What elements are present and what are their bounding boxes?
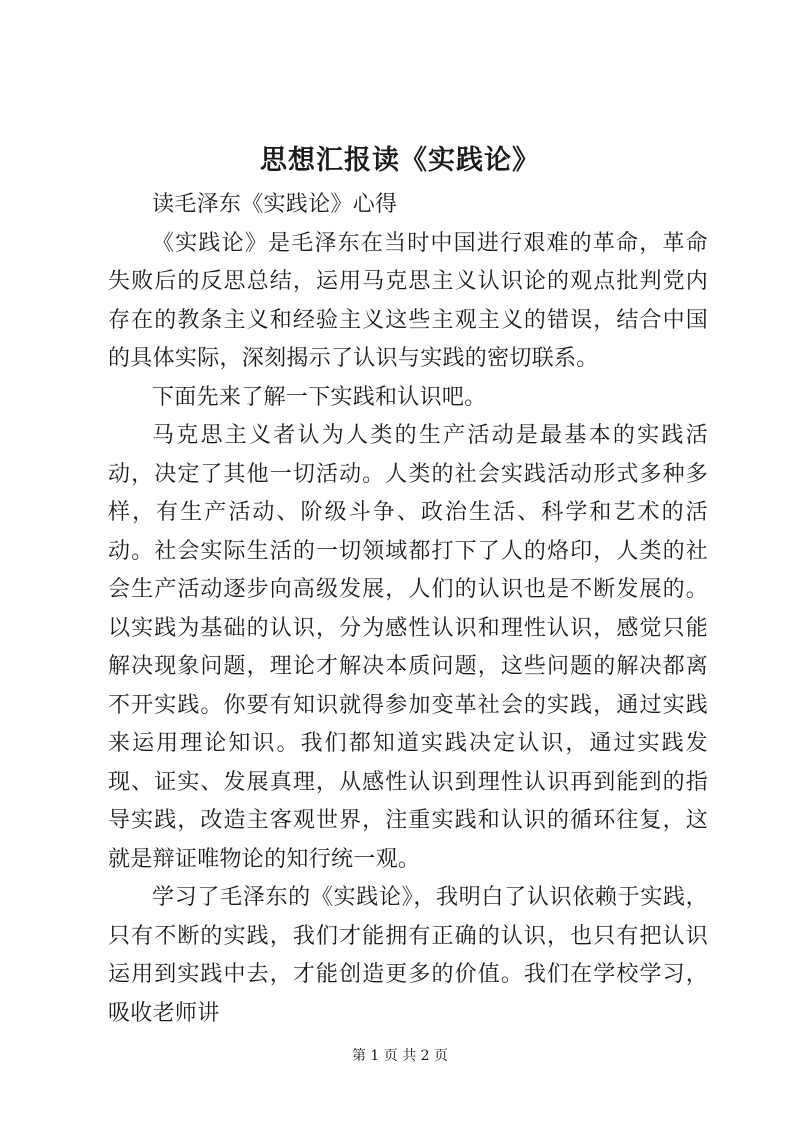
paragraph-reflection: 学习了毛泽东的《实践论》，我明白了认识依赖于实践，只有不断的实践，我们才能拥有正确的认识，也只有把认识运用到实践中去，才能创造更多的价值。我们在学校学习，吸收老师讲 xyxy=(108,885,708,1026)
paragraph-subtitle: 读毛泽东《实践论》心得 xyxy=(152,192,398,217)
paragraph-marxism: 马克思主义者认为人类的生产活动是最基本的实践活动，决定了其他一切活动。人类的社会实践活动形式多种多样，有生产活动、阶级斗争、政治生活、科学和艺术的活动。社会实际生活的一切领域都打下了人的烙印，人类的社会生产活动逐步向高级发展，人们的认识也是不断发展的。以实践为基础的认识，分为感性认识和理性认识，感觉只能解决现象问题，理论才解决本质问题，这些问题的解决都离不开实践。你要有知识就得参加变革社会的实践，通过实践来运用理论知识。我们都知道实践决定认识，通过实践发现、证实、发展真理，从感性认识到理性认识再到能到的指导实践，改造主客观世界，注重实践和认识的循环往复，这就是辩证唯物论的知行统一观。 xyxy=(108,423,708,872)
paragraph-transition: 下面先来了解一下实践和认识吧。 xyxy=(152,384,487,410)
paragraph-intro: 《实践论》是毛泽东在当时中国进行艰难的革命，革命失败后的反思总结，运用马克思主义认识论的观点批判党内存在的教条主义和经验主义这些主观主义的错误，结合中国的具体实际，深刻揭示了认识与实践的密切联系。 xyxy=(108,230,708,371)
page-number-footer: 第 1 页 共 2 页 xyxy=(351,1048,449,1064)
document-body xyxy=(108,186,708,1033)
document-title: 思想汇报读《实践论》 xyxy=(260,145,540,176)
